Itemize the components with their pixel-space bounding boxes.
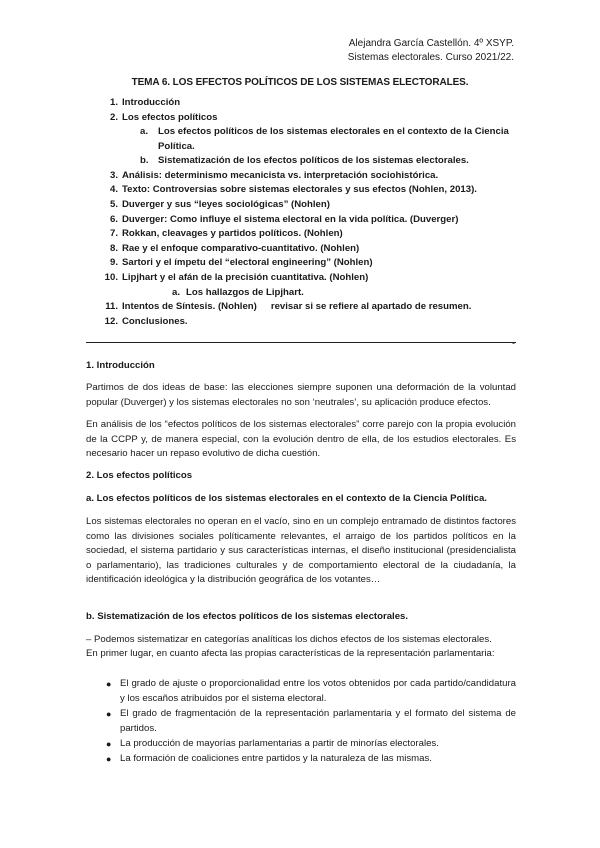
toc-item: 3. Análisis: determinismo mecanicista vs. interpretación sociohistórica. bbox=[109, 169, 439, 181]
subsection-a-paragraph: Los sistemas electorales no operan en el vacío, sino en un complejo entramado de distintos factores como las divisiones sociales políticamente relevantes, el arraigo de los partidos políticos en la sociedad, el sistema partidario y sus características internas, el diseño institucional (presidencialista o parlamentario), las tradiciones culturales y de comportamiento electoral de la ciudadanía, la identificación ideológica y la distribución geográfica de los votantes… bbox=[86, 516, 516, 586]
subsection-b-heading: b. Sistematización de los efectos políticos de los sistemas electorales. bbox=[86, 611, 409, 622]
toc-item: 1. Introducción bbox=[109, 97, 181, 108]
course-line: Sistemas electorales. Curso 2021/22. bbox=[347, 52, 514, 63]
toc-item: 11. Intentos de Síntesis. (Nohlen) revisar si se refiere al apartado de resumen. bbox=[105, 301, 472, 313]
toc-item: 10. Lipjhart y el afán de la precisión cuantitativa. (Nohlen) bbox=[104, 271, 369, 283]
bullet-icon: ● bbox=[106, 679, 112, 689]
document-title: TEMA 6. LOS EFECTOS POLÍTICOS DE LOS SISTEMAS ELECTORALES. bbox=[131, 77, 469, 88]
subsection-b-intro: – Podemos sistematizar en categorías analíticas los dichos efectos de los sistemas electorales. bbox=[86, 634, 492, 645]
efectos-heading: 2. Los efectos políticos bbox=[86, 470, 193, 481]
bullet-icon: ● bbox=[106, 739, 112, 749]
subsection-b-paragraph: En primer lugar, en cuanto afecta las propias características de la representación parlamentaria: bbox=[86, 648, 495, 659]
toc-item: 2. Los efectos políticos bbox=[109, 111, 218, 123]
document-page: Alejandra García Castellón. 4º XSYP. Sistemas electorales. Curso 2021/22. TEMA 6. LOS EFECTOS POLÍTICOS DE LOS SISTEMAS ELECTORALES. 1. Introducción 2. Los efectos políticos a. Los efectos políticos de los sistemas electorales en el contexto de la Ciencia Política. b. Sistematización de los efectos políticos de los sistemas electorales. 3. Análisis: determinismo mecanicista vs. interpretación sociohistórica. 4. Texto: Controversias sobre sistemas electorales y sus efectos (Nohlen, 2013). 5. Duverger y sus “leyes sociológicas” (Nohlen) 6. Duverger: Como influye el sistema electoral en la vida política. (Duverger) 7. Rokkan, cleavages y partidos políticos. (Nohlen) 8. Rae y el enfoque comparativo-cuantitativo. (Nohlen) 9. Sartori y el ímpetu del “electoral engineering” (Nohlen) 10. Lipjhart y el afán de la precisión cuantitativa. (Nohlen) a. Los hallazgos de Lipjhart. 11. Intentos de Síntesis. (Nohlen) revisar si se refiere al apartado de resumen. 12. Conclusiones. - 1. Introducción Partimos de dos ideas de base: las elecciones siempre suponen una deformación de la voluntad popular (Duverger) y los sistemas electorales no son ‘neutrales’, su aplicación produce efectos. En análisis de los “efectos políticos de los sistemas electorales” corre parejo con la propia evolución de la CCPP y, de manera especial, con la evolución dentro de ella, de los estudios electorales. Es necesario hacer un repaso evolutivo de dicha cuestión. 2. Los efectos políticos a. Los efectos políticos de los sistemas electorales en el contexto de la Ciencia Política. Los sistemas electorales no operan en el vacío, sino en un complejo entramado de distintos factores como las divisiones sociales políticamente relevantes, el arraigo de los partidos políticos en la sociedad, el sistema partidario y sus características internas, el diseño institucional (presidencialista o parlamentario), las tradiciones culturales y de comportamiento electoral de la ciudadanía, la identificación ideológica y la distribución geográfica de los votantes… b. Sistematización de los efectos políticos de los sistemas electorales. – Podemos sistematizar en categorías analíticas los dichos efectos de los sistemas electorales. En primer lugar, en cuanto afecta las propias características de la representación parlamentaria: ● El grado de ajuste o proporcionalidad entre los votos obtenidos por cada partido/candidatura y los escaños atribuidos por el sistema electoral. ● El grado de fragmentación de la representación parlamentaria y el formato del sistema de partidos. ● La producción de mayorías parlamentarias a partir de minorías electorales. ● La formación de coaliciones entre partidos y la naturaleza de las mismas. bbox=[0, 0, 600, 848]
table-of-contents bbox=[0, 96, 600, 329]
intro-heading: 1. Introducción bbox=[86, 360, 155, 371]
intro-paragraph-2: En análisis de los “efectos políticos de los sistemas electorales” corre parejo con la propia evolución de la CCPP y, de manera especial, con la evolución dentro de ella, de los estudios electorales. Es necesario hacer un repaso evolutivo de dicha cuestión. bbox=[86, 419, 516, 460]
toc-subitem: a. Los hallazgos de Lipjhart. bbox=[172, 286, 304, 298]
intro-paragraph-1: Partimos de dos ideas de base: las elecciones siempre suponen una deformación de la voluntad popular (Duverger) y los sistemas electorales no son ‘neutrales’, su aplicación produce efectos. bbox=[86, 382, 516, 408]
divider-end-mark: - bbox=[512, 338, 515, 348]
bullet-icon: ● bbox=[106, 754, 112, 764]
subsection-a-heading: a. Los efectos políticos de los sistemas electorales en el contexto de la Ciencia Política. bbox=[86, 493, 487, 504]
toc-item: 4. Texto: Controversias sobre sistemas electorales y sus efectos (Nohlen, 2013). bbox=[109, 184, 477, 196]
toc-item: 12. Conclusiones. bbox=[104, 315, 188, 327]
toc-subitem: b. Sistematización de los efectos políticos de los sistemas electorales. bbox=[140, 155, 469, 167]
bullet-icon: ● bbox=[106, 709, 112, 719]
toc-item: 5. Duverger y sus “leyes sociológicas” (Nohlen) bbox=[109, 198, 330, 210]
toc-subitem: a. Los efectos políticos de los sistemas electorales en el contexto de la Ciencia Política. bbox=[140, 126, 509, 152]
review-note: revisar si se refiere al apartado de resumen. bbox=[270, 301, 472, 313]
toc-item-text: Intentos de Síntesis. (Nohlen) bbox=[122, 301, 257, 313]
author-line: Alejandra García Castellón. 4º XSYP. bbox=[348, 38, 514, 49]
toc-item: 9. Sartori y el ímpetu del “electoral engineering” (Nohlen) bbox=[109, 257, 373, 269]
toc-item: 7. Rokkan, cleavages y partidos políticos. (Nohlen) bbox=[109, 228, 343, 240]
toc-item: 8. Rae y el enfoque comparativo-cuantitativo. (Nohlen) bbox=[109, 242, 360, 254]
toc-item: 6. Duverger: Como influye el sistema electoral en la vida política. (Duverger) bbox=[109, 213, 459, 225]
section-divider bbox=[86, 342, 516, 343]
